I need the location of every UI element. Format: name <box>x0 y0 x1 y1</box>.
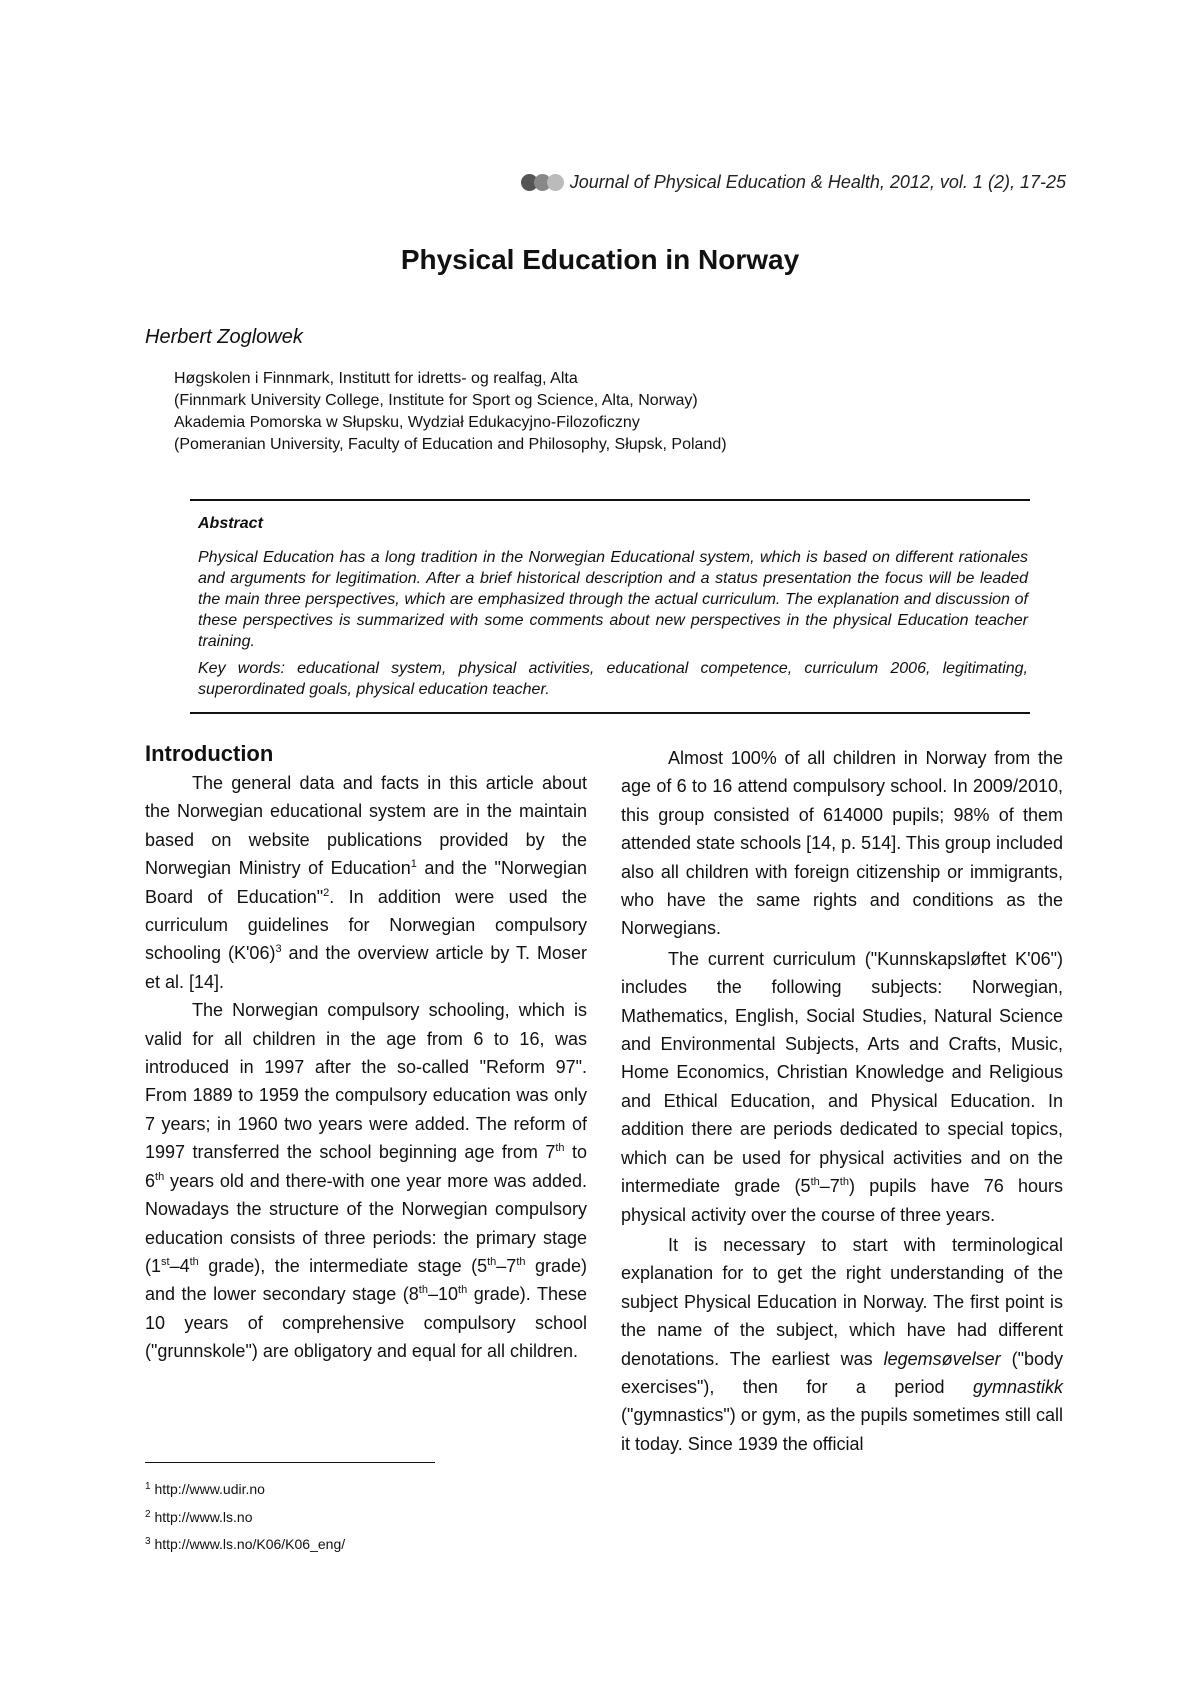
footnote-item: $^1$ http://www.udir.no <box>145 1481 265 1497</box>
journal-citation: Journal of Physical Education & Health, 2012, vol. 1 (2), 17-25 <box>569 172 1066 192</box>
footnote-item: $^2$ http://www.ls.no <box>145 1508 253 1525</box>
footnotes <box>145 1476 345 1559</box>
author-name: Herbert Zoglowek <box>145 326 303 348</box>
left-column <box>145 741 587 1366</box>
footnote-ref: 1 <box>410 858 417 871</box>
body-paragraph: The current curriculum ("Kunnskapsløftet K'06") includes the following subjects: Norwegian, Mathematics, English, Social Studies, Natural Science and Environmental Subjects, Arts and Crafts, Music, Home Economics, Christian Knowledge and Religious and Ethical Education, and Physical Education. In addition there are periods dedicated to special topics, which can be used for physical activities and on the intermediate grade (5th–7th) pupils have 76 hours physical activity over the course of three years. <box>621 948 1063 1225</box>
footnote-link[interactable]: http://www.ls.no <box>154 1508 253 1525</box>
section-heading-introduction: Introduction <box>145 741 274 766</box>
term-legemsovelser: legemsøvelser <box>883 1348 1001 1369</box>
affiliation-line: Høgskolen i Finnmark, Institutt for idretts- og realfag, Alta <box>174 370 578 387</box>
footnote-link[interactable]: http://www.ls.no/K06/K06_eng/ <box>154 1536 346 1552</box>
affiliation-line: (Finnmark University College, Institute for Sport og Science, Alta, Norway) <box>174 392 698 409</box>
journal-header <box>521 172 1066 193</box>
abstract-heading: Abstract <box>198 515 263 532</box>
abstract-text: Physical Education has a long tradition in the Norwegian Educational system, which is based on different rationales and arguments for legitimation. After a brief historical description and a status presentation the focus will be leaded the main three perspectives, which are emphasized through the actual curriculum. The explanation and discussion of these perspectives is summarized with some comments about new perspectives in the physical Education teacher training. <box>198 549 1028 650</box>
body-paragraph: The general data and facts in this article about the Norwegian educational system are in the maintain based on website publications provided by the Norwegian Ministry of Education$^1$ and the "Norwegian Board of Education"$^2$. In addition were used the curriculum guidelines for Norwegian compulsory schooling $(K'06)^3$ and the overview article by T. Moser et al. [14]. <box>145 773 588 992</box>
body-paragraph: It is necessary to start with terminological explanation for to get the right understanding of the subject Physical Education in Norway. The first point is the name of the subject, which have had different denotations. The earliest was legemsøvelser ("body exercises"), then for a period gymnastikk ("gymnastics") or gym, as the pupils sometimes still call it today. Since 1939 the official <box>621 1234 1064 1454</box>
affiliations <box>174 368 727 456</box>
term-gymnastikk: gymnastikk <box>972 1376 1063 1397</box>
paper-title: Physical Education in Norway <box>400 244 800 275</box>
affiliation-line: (Pomeranian University, Faculty of Education and Philosophy, Słupsk, Poland) <box>174 436 727 453</box>
keywords-text: Key words: educational system, physical activities, educational competence, curriculum 2006, legitimating, superordinated goals, physical education teacher. <box>198 660 1028 698</box>
footnote-link[interactable]: http://www.udir.no <box>154 1481 265 1497</box>
footnote-item: $^3$ http://www.ls.no/K06/K06_eng/ <box>145 1536 346 1552</box>
footnote-ref: 2 <box>323 886 330 899</box>
right-column <box>621 744 1063 1458</box>
affiliation-line: Akademia Pomorska w Słupsku, Wydział Edukacyjno-Filozoficzny <box>174 414 640 431</box>
body-paragraph: Almost 100% of all children in Norway from the age of 6 to 16 attend compulsory school. In 2009/2010, this group consisted of 614000 pupils; 98% of them attended state schools [14, p. 514]. This group included also all children with foreign citizenship or immigrants, who have the same rights and conditions as the Norwegians. <box>621 748 1063 939</box>
footnote-ref: 3 <box>275 943 282 956</box>
abstract-box <box>190 499 1030 714</box>
three-circles-logo-icon <box>521 174 560 191</box>
footnote-divider <box>145 1462 435 1463</box>
body-paragraph: The Norwegian compulsory schooling, which is valid for all children in the age from 6 to 16, was introduced in 1997 after the so-called "Reform 97". From 1889 to 1959 the compulsory education was only 7 years; in 1960 two years were added. The reform of 1997 transferred the school beginning age from 7th to 6th years old and there-with one year more was added. Nowadays the structure of the Norwegian compulsory education consists of three periods: the primary stage (1st–4th grade), the intermediate stage (5th–7th grade) and the lower secondary stage (8th–10th grade). These 10 years of comprehensive compulsory school ("grunnskole") are obligatory and equal for all children. <box>145 1000 588 1362</box>
